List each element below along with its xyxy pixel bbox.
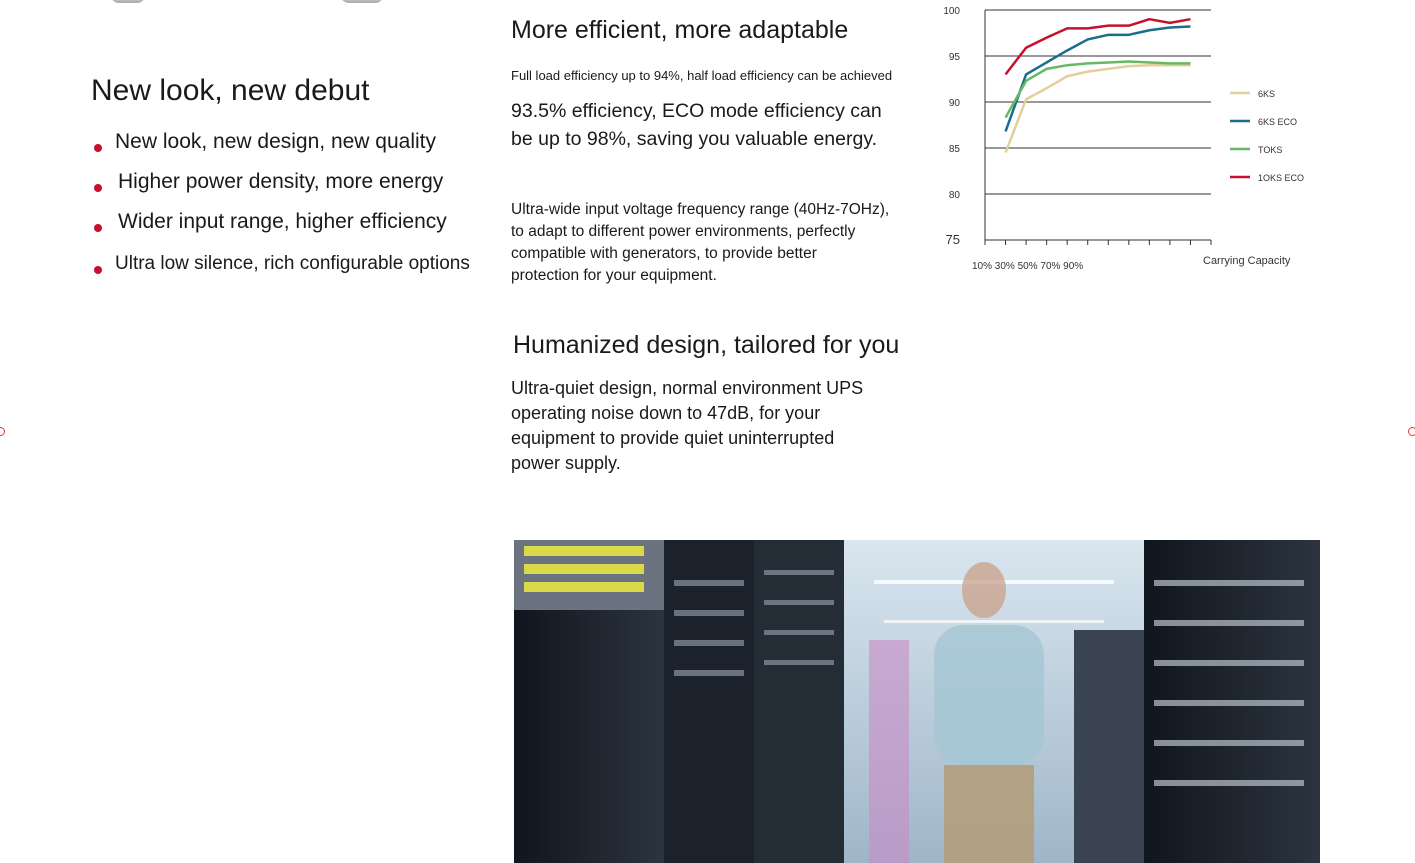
y-tick-label: 95 <box>948 52 960 63</box>
feature-item <box>94 170 470 210</box>
feature-text: New look, new design, new quality <box>115 130 437 153</box>
legend-label: 6KS ECO <box>1258 117 1298 127</box>
server-room-illustration <box>514 540 1320 863</box>
y-tick-label: 75 <box>945 232 960 247</box>
section-title-new-look: New look, new debut <box>91 74 370 107</box>
bullet-dot-icon <box>94 144 102 152</box>
section-title-efficiency: More efficient, more adaptable <box>511 16 849 44</box>
feature-text: Ultra low silence, rich configurable options <box>115 253 470 274</box>
edge-marker-left <box>0 427 5 436</box>
legend-label: TOKS <box>1258 145 1283 155</box>
bullet-dot-icon <box>94 266 102 274</box>
product-image-left <box>110 0 146 3</box>
series-line-6ks <box>1006 65 1191 152</box>
y-tick-label: 85 <box>948 144 960 155</box>
feature-item <box>94 252 470 292</box>
feature-item <box>94 210 470 252</box>
feature-text: Higher power density, more energy <box>118 170 444 193</box>
design-paragraph: Ultra-quiet design, normal environment UPS operating noise down to 47dB, for your equipment to provide quiet uninterrupted power supply. <box>511 378 864 473</box>
y-tick-label: 90 <box>948 98 960 109</box>
server-room-photo <box>514 540 1320 863</box>
efficiency-paragraph: 93.5% efficiency, ECO mode efficiency can be up to 98%, saving you valuable energy. <box>511 100 882 150</box>
series-line-6ks-eco <box>1006 27 1191 132</box>
efficiency-subtitle: Full load efficiency up to 94%, half load efficiency can be achieved <box>511 68 893 83</box>
feature-item <box>94 130 470 170</box>
legend-label: 1OKS ECO <box>1258 173 1305 183</box>
bullet-dot-icon <box>94 184 102 192</box>
x-axis-label: Carrying Capacity <box>1203 255 1291 267</box>
product-image-right <box>340 0 384 3</box>
y-tick-label: 100 <box>943 6 960 17</box>
feature-text: Wider input range, higher efficiency <box>118 210 447 233</box>
feature-list <box>94 130 470 292</box>
bullet-dot-icon <box>94 224 102 232</box>
section-title-humanized-design: Humanized design, tailored for you <box>513 331 900 359</box>
y-tick-label: 80 <box>948 190 960 201</box>
edge-marker-right <box>1408 427 1415 436</box>
efficiency-chart <box>930 0 1330 285</box>
legend-label: 6KS <box>1258 89 1276 99</box>
x-tick-labels: 10% 30% 50% 70% 90% <box>972 261 1084 272</box>
voltage-range-paragraph: Ultra-wide input voltage frequency range (40Hz-7OHz), to adapt to different power environments, perfectly compatible with generators, to provide better protection for your equipment. <box>511 201 890 284</box>
